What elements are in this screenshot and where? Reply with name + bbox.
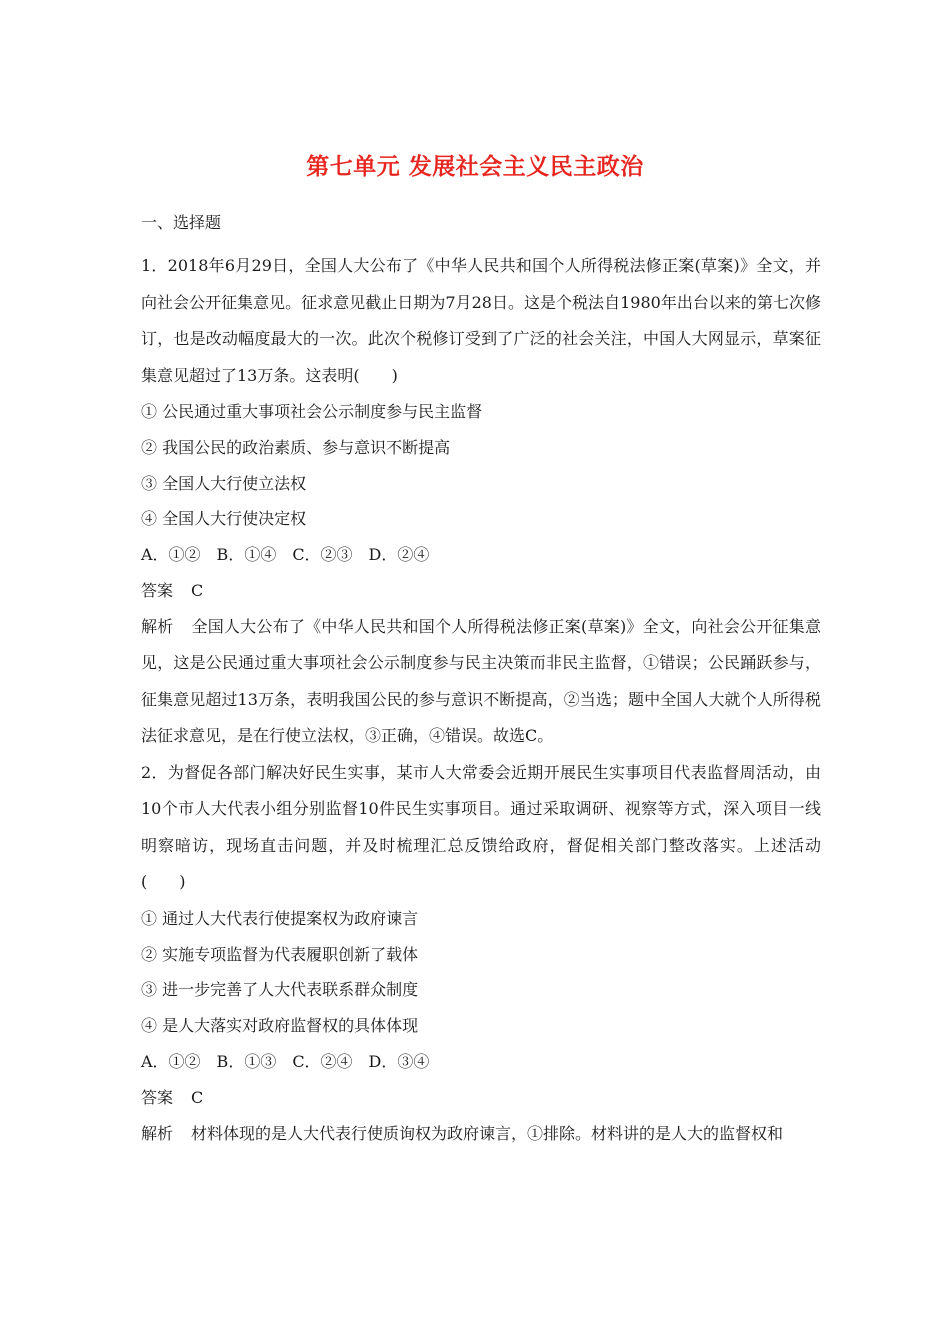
document-body <box>141 214 821 1152</box>
question-stem: 1．2018年6月29日，全国人大公布了《中华人民共和国个人所得税法修正案(草案)》全文，并向社会公开征集意见。征求意见截止日期为7月28日。这是个税法自1980年出台以来的第七次修订，也是改动幅度最大的一次。此次个税修订受到了广泛的社会关注，中国人大网显示，草案征集意见超过了13万条。这表明( ) <box>141 256 821 385</box>
analysis-label: 解析 <box>141 616 174 636</box>
page-title: 第七单元 发展社会主义民主政治 <box>306 154 644 180</box>
answer-label: 答案 <box>141 1087 174 1107</box>
answer-choices: A．①② B．①③ C．②④ D．③④ <box>141 1051 430 1071</box>
section-heading: 一、选择题 <box>141 213 222 232</box>
question-1 <box>141 248 821 755</box>
question-option: ④ 全国人大行使决定权 <box>141 509 307 529</box>
analysis-paragraph <box>141 609 821 755</box>
question-2 <box>141 755 821 1152</box>
answer-choices: A．①② B．①④ C．②③ D．②④ <box>141 545 430 565</box>
analysis-text: 材料体现的是人大代表行使质询权为政府谏言，①排除。材料讲的是人大的监督权和 <box>191 1123 784 1143</box>
answer-line <box>141 1080 821 1116</box>
question-option: ① 通过人大代表行使提案权为政府谏言 <box>141 908 419 928</box>
analysis-paragraph <box>141 1116 821 1153</box>
question-option: ④ 是人大落实对政府监督权的具体体现 <box>141 1016 419 1036</box>
answer-line <box>141 573 821 609</box>
answer-label: 答案 <box>141 580 174 600</box>
question-stem: 2．为督促各部门解决好民生实事，某市人大常委会近期开展民生实事项目代表监督周活动，由10个市人大代表小组分别监督10件民生实事项目。通过采取调研、视察等方式，深入项目一线明察暗访，现场直击问题，并及时梳理汇总反馈给政府，督促相关部门整改落实。上述活动( ) <box>141 762 821 892</box>
answer-value: C <box>191 580 204 600</box>
question-option: ② 实施专项监督为代表履职创新了载体 <box>141 944 419 964</box>
question-option: ③ 进一步完善了人大代表联系群众制度 <box>141 980 419 1000</box>
answer-value: C <box>191 1087 204 1107</box>
question-option: ③ 全国人大行使立法权 <box>141 473 307 493</box>
question-option: ① 公民通过重大事项社会公示制度参与民主监督 <box>141 402 483 421</box>
question-option: ② 我国公民的政治素质、参与意识不断提高 <box>141 437 451 457</box>
analysis-label: 解析 <box>141 1123 174 1143</box>
analysis-text: 全国人大公布了《中华人民共和国个人所得税法修正案(草案)》全文，向社会公开征集意见，这是公民通过重大事项社会公示制度参与民主决策而非民主监督，①错误；公民踊跃参与，征集意见超过13万条，表明我国公民的参与意识不断提高，②当选；题中全国人大就个人所得税法征求意见，是在行使立法权，③正确，④错误。故选C。 <box>141 616 821 746</box>
